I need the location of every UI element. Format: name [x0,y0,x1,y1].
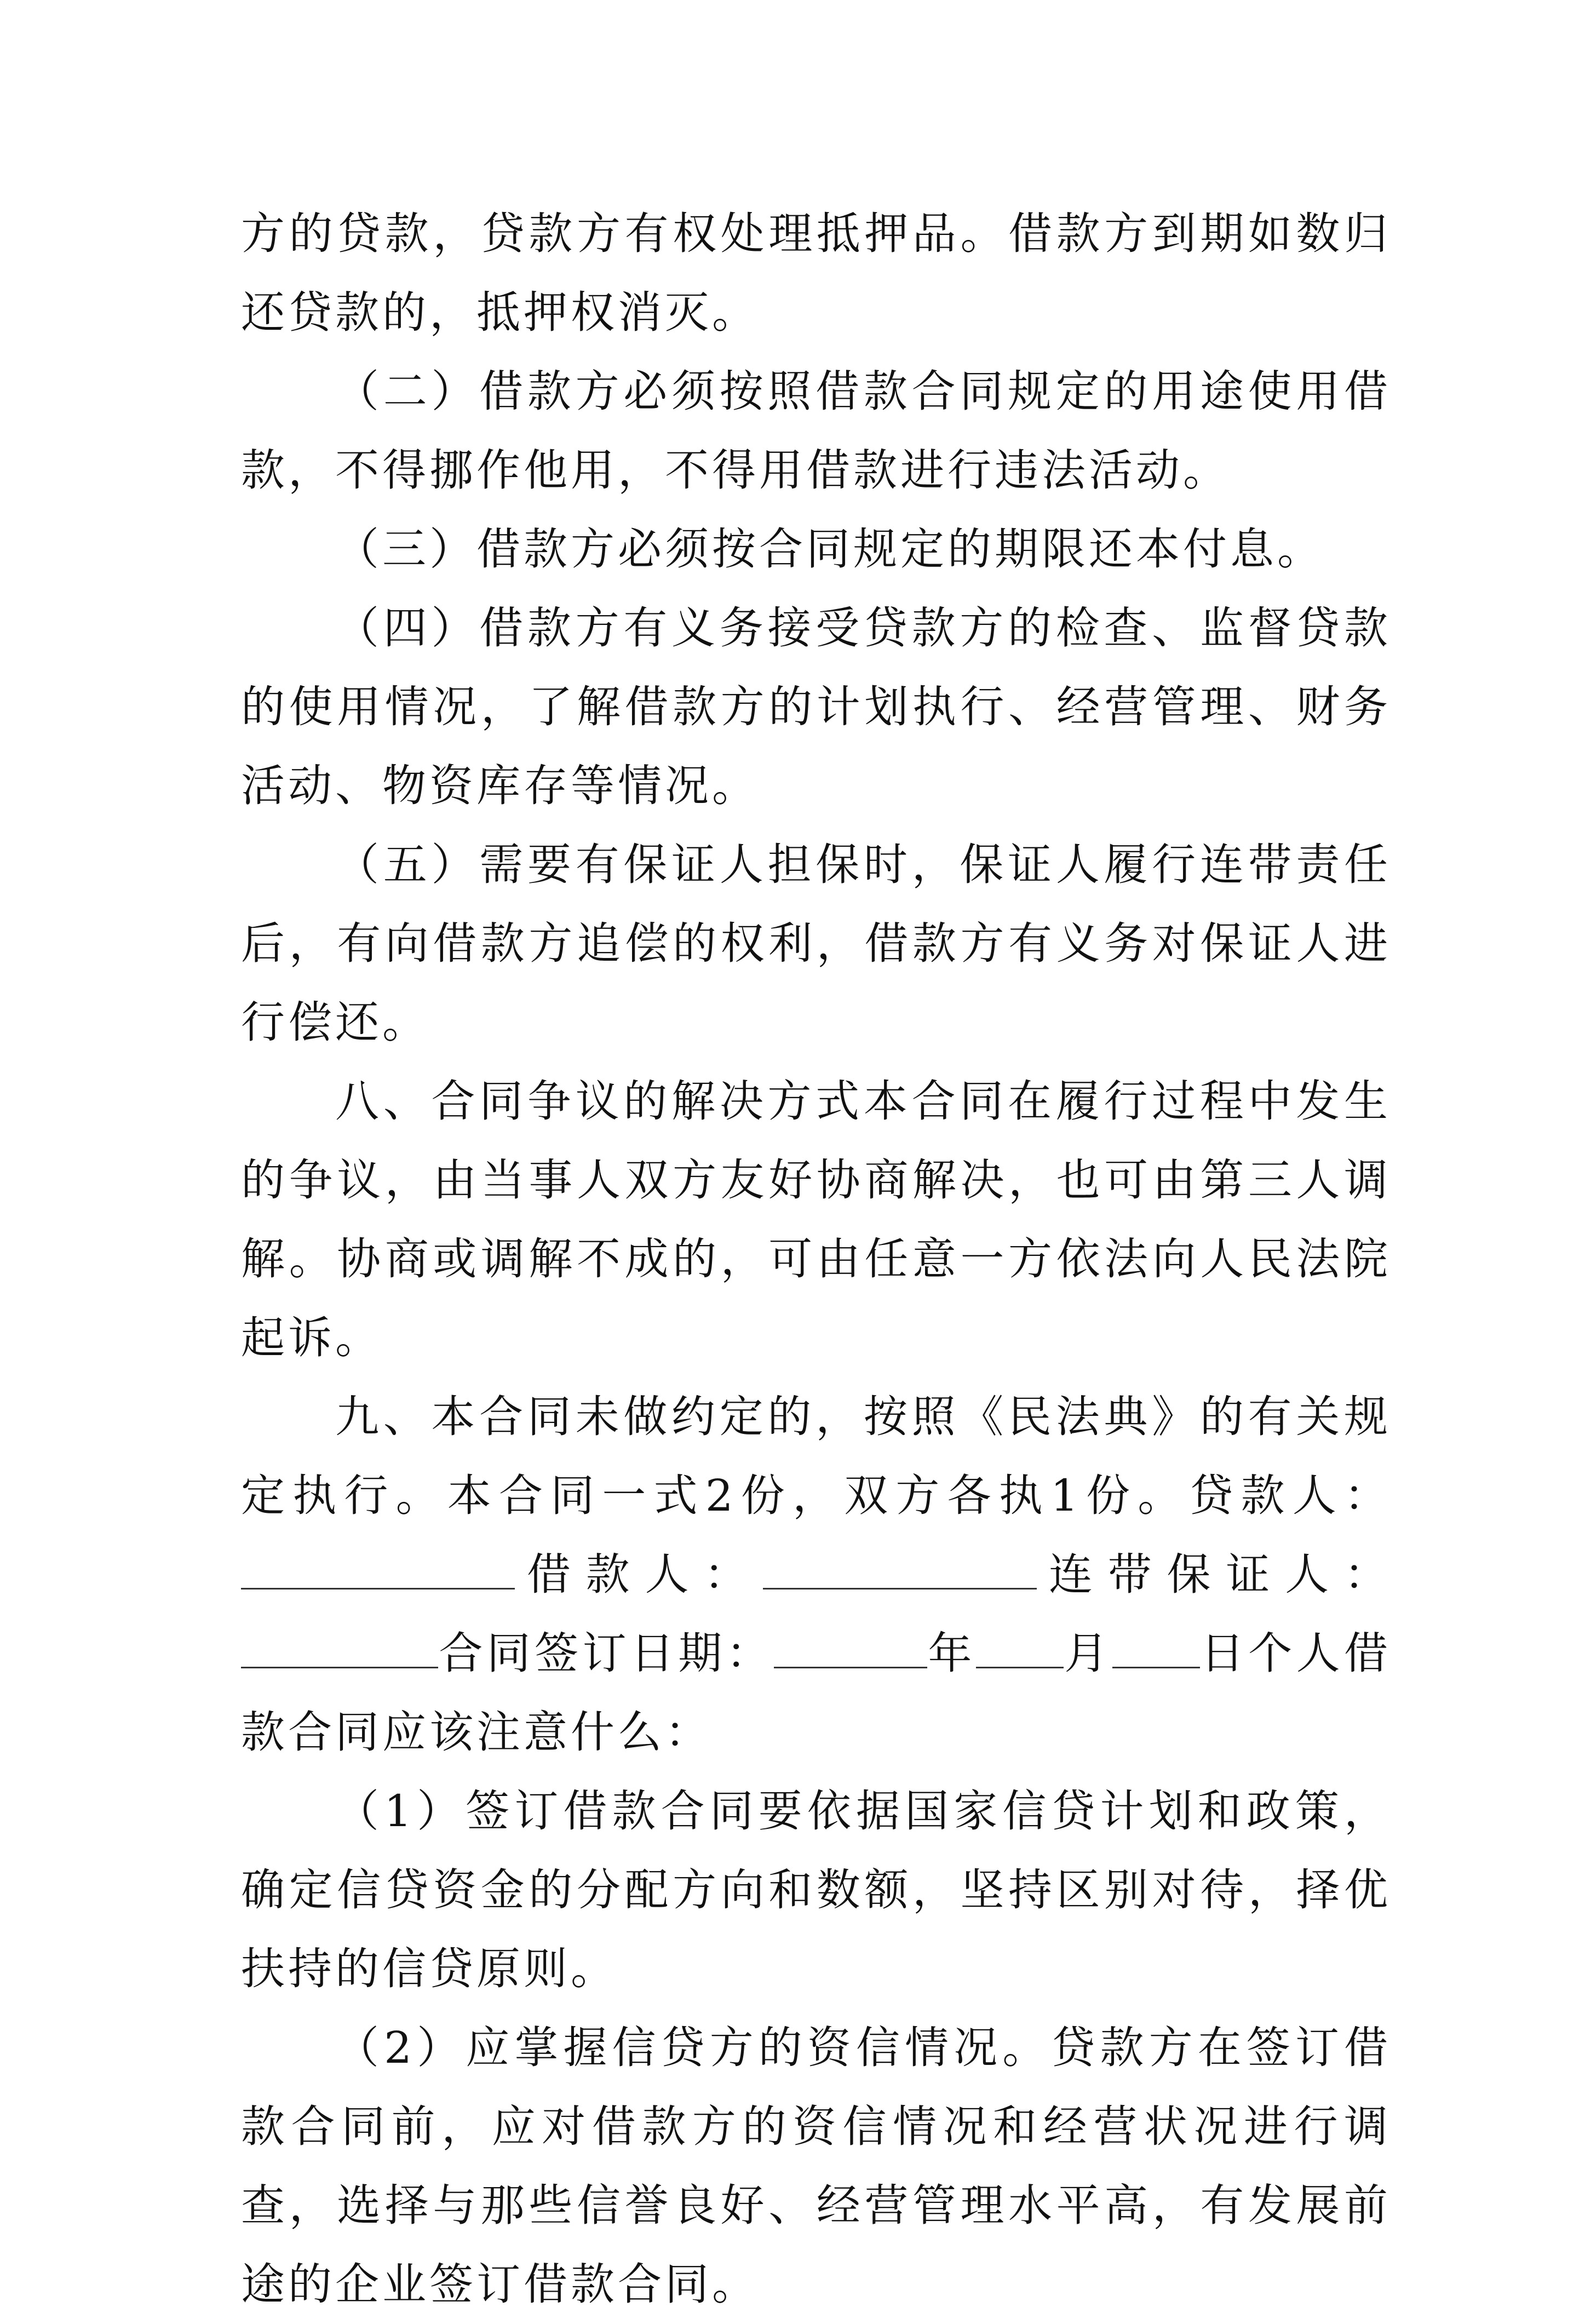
borrower-signature-blank[interactable] [763,1550,1037,1589]
paragraph-clause-5: （五）需要有保证人担保时，保证人履行连带责任后，有向借款方追偿的权利，借款方有义务对保证人进行偿还。 [241,839,1391,1048]
year-label: 年 [927,1628,976,1679]
lender-signature-blank[interactable] [241,1550,515,1589]
paragraph-clause-3: （三）借款方必须按合同规定的期限还本付息。 [335,524,1324,575]
month-blank[interactable] [976,1628,1064,1668]
paragraph-collateral-continued: 方的贷款，贷款方有权处理抵押品。借款方到期如数归还贷款的，抵押权消灭。 [241,208,1391,338]
document-body [241,194,1391,2324]
day-label-and-heading: 日个人借款合同应该注意什么： [241,1628,1391,1758]
guarantor-label: 连带保证人： [1037,1549,1392,1600]
paragraph-signature-block [241,1378,1391,1772]
paragraph-dispute-resolution: 八、合同争议的解决方式本合同在履行过程中发生的争议，由当事人双方友好协商解决，也可由第三人调解。协商或调解不成的，可由任意一方依法向人民法院起诉。 [241,1076,1391,1363]
paragraph-note-1: （1）签订借款合同要依据国家信贷计划和政策，确定信贷资金的分配方向和数额，坚持区别对待，择优扶持的信贷原则。 [241,1786,1391,1994]
month-label: 月 [1063,1628,1112,1679]
paragraph-note-2: （2）应掌握信贷方的资信情况。贷款方在签订借款合同前，应对借款方的资信情况和经营状况进行调查，选择与那些信誉良好、经营管理水平高，有发展前途的企业签订借款合同。 [241,2022,1391,2310]
paragraph-clause-4: （四）借款方有义务接受贷款方的检查、监督贷款的使用情况，了解借款方的计划执行、经营管理、财务活动、物资库存等情况。 [241,602,1391,811]
year-blank[interactable] [774,1628,927,1668]
signing-date-label: 合同签订日期： [438,1628,774,1679]
day-blank[interactable] [1112,1628,1200,1668]
borrower-label: 借款人： [515,1549,763,1600]
signature-intro-text: 九、本合同未做约定的，按照《民法典》的有关规定执行。本合同一式2份，双方各执1份。贷款人： [241,1391,1391,1521]
guarantor-signature-blank[interactable] [241,1628,438,1668]
paragraph-clause-2: （二）借款方必须按照借款合同规定的用途使用借款，不得挪作他用，不得用借款进行违法活动。 [241,366,1391,496]
